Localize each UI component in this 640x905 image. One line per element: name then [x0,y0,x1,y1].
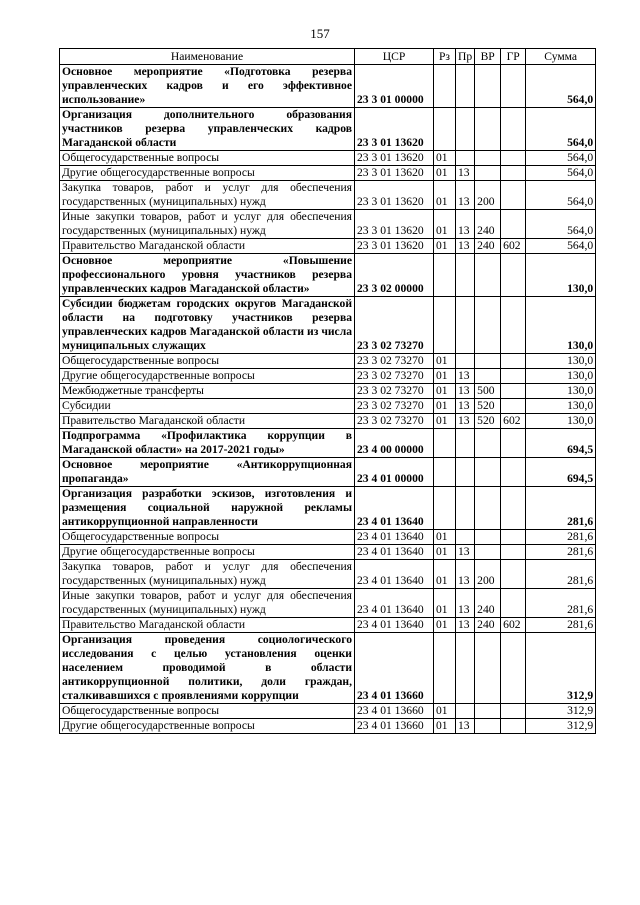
cell-gr [501,458,526,487]
table-row [60,297,596,354]
cell-pr: 13 [456,369,475,384]
table-row [60,458,596,487]
cell-rz: 01 [434,354,456,369]
cell-sum: 564,0 [526,151,596,166]
cell-rz: 01 [434,384,456,399]
cell-gr [501,530,526,545]
cell-sum: 694,5 [526,429,596,458]
cell-csr: 23 4 01 13660 [355,719,434,734]
cell-vr [475,719,501,734]
cell-vr: 240 [475,210,501,239]
table-row [60,414,596,429]
cell-pr: 13 [456,210,475,239]
cell-sum: 694,5 [526,458,596,487]
table-row [60,151,596,166]
cell-pr [456,254,475,297]
table-row [60,210,596,239]
cell-gr [501,108,526,151]
cell-pr [456,429,475,458]
cell-name: Закупка товаров, работ и услуг для обеспечения государственных (муниципальных) нужд [60,181,355,210]
table-row [60,487,596,530]
cell-pr: 13 [456,719,475,734]
cell-name: Основное мероприятие «Повышение профессионального уровня участников резерва управленческих кадров Магаданской области» [60,254,355,297]
cell-csr: 23 4 01 13640 [355,530,434,545]
cell-name: Организация разработки эскизов, изготовления и размещения социальной наружной рекламы антикоррупционной направленности [60,487,355,530]
cell-sum: 281,6 [526,545,596,560]
cell-vr: 500 [475,384,501,399]
cell-vr [475,487,501,530]
cell-sum: 130,0 [526,399,596,414]
table-row [60,181,596,210]
cell-pr: 13 [456,239,475,254]
cell-name: Субсидии бюджетам городских округов Магаданской области на подготовку участников резерва управленческих кадров Магаданской области из числа муниципальных служащих [60,297,355,354]
cell-vr: 520 [475,414,501,429]
cell-sum: 312,9 [526,633,596,704]
cell-csr: 23 3 01 13620 [355,210,434,239]
cell-csr: 23 3 02 00000 [355,254,434,297]
cell-sum: 281,6 [526,618,596,633]
cell-csr: 23 4 01 13640 [355,589,434,618]
cell-rz: 01 [434,151,456,166]
cell-pr: 13 [456,181,475,210]
cell-sum: 312,9 [526,719,596,734]
table-body [60,65,596,734]
header-sum: Сумма [526,49,596,65]
cell-name: Закупка товаров, работ и услуг для обеспечения государственных (муниципальных) нужд [60,560,355,589]
cell-csr: 23 3 01 13620 [355,166,434,181]
cell-csr: 23 3 01 13620 [355,239,434,254]
cell-sum: 130,0 [526,354,596,369]
cell-vr [475,545,501,560]
table-row [60,618,596,633]
cell-vr [475,166,501,181]
cell-gr [501,384,526,399]
cell-rz: 01 [434,166,456,181]
table-row [60,65,596,108]
cell-name: Иные закупки товаров, работ и услуг для обеспечения государственных (муниципальных) нужд [60,210,355,239]
cell-vr: 200 [475,560,501,589]
cell-gr [501,545,526,560]
cell-sum: 281,6 [526,560,596,589]
cell-rz [434,254,456,297]
cell-rz [434,429,456,458]
cell-gr [501,181,526,210]
cell-rz: 01 [434,414,456,429]
header-rz: Рз [434,49,456,65]
cell-csr: 23 3 02 73270 [355,414,434,429]
cell-csr: 23 4 01 13660 [355,633,434,704]
cell-gr [501,560,526,589]
cell-gr [501,151,526,166]
cell-sum: 564,0 [526,65,596,108]
cell-vr: 240 [475,239,501,254]
cell-pr: 13 [456,545,475,560]
cell-rz: 01 [434,589,456,618]
cell-csr: 23 4 01 13640 [355,560,434,589]
cell-name: Другие общегосударственные вопросы [60,369,355,384]
cell-vr: 240 [475,589,501,618]
cell-rz [434,65,456,108]
cell-pr: 13 [456,618,475,633]
table-row [60,354,596,369]
cell-pr [456,458,475,487]
cell-gr [501,65,526,108]
table-row [60,530,596,545]
cell-vr [475,151,501,166]
cell-name: Общегосударственные вопросы [60,354,355,369]
table-row [60,704,596,719]
page-number: 157 [310,26,330,41]
cell-name: Общегосударственные вопросы [60,530,355,545]
cell-pr [456,704,475,719]
cell-vr [475,108,501,151]
cell-vr: 200 [475,181,501,210]
cell-gr [501,633,526,704]
cell-vr [475,254,501,297]
table-row [60,239,596,254]
cell-rz: 01 [434,618,456,633]
cell-sum: 564,0 [526,239,596,254]
cell-rz [434,633,456,704]
cell-vr [475,369,501,384]
table-row [60,545,596,560]
cell-csr: 23 4 01 13640 [355,487,434,530]
cell-pr: 13 [456,414,475,429]
cell-sum: 281,6 [526,589,596,618]
cell-rz [434,297,456,354]
cell-name: Другие общегосударственные вопросы [60,166,355,181]
cell-csr: 23 4 01 13640 [355,618,434,633]
cell-sum: 564,0 [526,181,596,210]
cell-name: Организация проведения социологического исследования с целью установления оценки населением проводимой в области антикоррупционной политики, доли граждан, сталкивавшихся с проявлениями коррупции [60,633,355,704]
table-row [60,719,596,734]
cell-name: Межбюджетные трансферты [60,384,355,399]
cell-gr [501,429,526,458]
table-row [60,589,596,618]
cell-rz: 01 [434,369,456,384]
table-row [60,369,596,384]
cell-rz [434,458,456,487]
cell-name: Общегосударственные вопросы [60,151,355,166]
cell-pr [456,530,475,545]
table-row [60,254,596,297]
cell-csr: 23 3 02 73270 [355,384,434,399]
cell-rz: 01 [434,704,456,719]
cell-pr [456,65,475,108]
cell-pr: 13 [456,384,475,399]
cell-sum: 564,0 [526,108,596,151]
cell-rz: 01 [434,210,456,239]
cell-name: Другие общегосударственные вопросы [60,719,355,734]
budget-table [59,48,596,734]
cell-vr [475,429,501,458]
table-row [60,633,596,704]
cell-csr: 23 3 02 73270 [355,354,434,369]
header-pr: Пр [456,49,475,65]
cell-gr [501,354,526,369]
cell-name: Общегосударственные вопросы [60,704,355,719]
cell-gr [501,297,526,354]
cell-csr: 23 4 00 00000 [355,429,434,458]
cell-rz [434,487,456,530]
cell-rz: 01 [434,560,456,589]
cell-sum: 130,0 [526,384,596,399]
cell-sum: 312,9 [526,704,596,719]
header-vr: ВР [475,49,501,65]
cell-gr: 602 [501,618,526,633]
cell-sum: 130,0 [526,369,596,384]
cell-csr: 23 4 01 13660 [355,704,434,719]
cell-vr [475,530,501,545]
cell-csr: 23 3 01 13620 [355,151,434,166]
cell-pr: 13 [456,589,475,618]
cell-sum: 281,6 [526,530,596,545]
cell-sum: 564,0 [526,210,596,239]
cell-name: Основное мероприятие «Подготовка резерва управленческих кадров и его эффективное использование» [60,65,355,108]
cell-pr [456,151,475,166]
cell-gr [501,399,526,414]
cell-gr: 602 [501,239,526,254]
cell-name: Субсидии [60,399,355,414]
cell-pr [456,633,475,704]
cell-pr [456,354,475,369]
cell-gr [501,254,526,297]
cell-rz: 01 [434,719,456,734]
cell-pr [456,487,475,530]
header-gr: ГР [501,49,526,65]
cell-gr [501,210,526,239]
cell-gr [501,166,526,181]
cell-name: Подпрограмма «Профилактика коррупции в Магаданской области» на 2017-2021 годы» [60,429,355,458]
cell-csr: 23 4 01 13640 [355,545,434,560]
cell-sum: 281,6 [526,487,596,530]
cell-rz [434,108,456,151]
cell-name: Правительство Магаданской области [60,414,355,429]
cell-vr: 240 [475,618,501,633]
cell-sum: 130,0 [526,414,596,429]
table-header-row [60,49,596,65]
header-name: Наименование [60,49,355,65]
cell-csr: 23 3 01 13620 [355,108,434,151]
table-row [60,384,596,399]
cell-sum: 130,0 [526,297,596,354]
cell-name: Правительство Магаданской области [60,239,355,254]
cell-rz: 01 [434,399,456,414]
table-row [60,429,596,458]
cell-gr: 602 [501,414,526,429]
cell-vr [475,65,501,108]
cell-vr [475,633,501,704]
cell-vr [475,458,501,487]
cell-gr [501,719,526,734]
cell-pr: 13 [456,399,475,414]
cell-pr [456,297,475,354]
cell-rz: 01 [434,239,456,254]
cell-csr: 23 3 02 73270 [355,369,434,384]
cell-csr: 23 3 01 00000 [355,65,434,108]
cell-csr: 23 3 02 73270 [355,399,434,414]
cell-pr [456,108,475,151]
cell-gr [501,704,526,719]
cell-pr: 13 [456,560,475,589]
cell-rz: 01 [434,545,456,560]
header-csr: ЦСР [355,49,434,65]
table-row [60,166,596,181]
cell-gr [501,589,526,618]
cell-name: Основное мероприятие «Антикоррупционная пропаганда» [60,458,355,487]
cell-sum: 130,0 [526,254,596,297]
cell-rz: 01 [434,181,456,210]
cell-gr [501,369,526,384]
cell-rz: 01 [434,530,456,545]
cell-name: Организация дополнительного образования участников резерва управленческих кадров Магаданской области [60,108,355,151]
cell-csr: 23 4 01 00000 [355,458,434,487]
cell-name: Правительство Магаданской области [60,618,355,633]
cell-vr [475,297,501,354]
cell-name: Иные закупки товаров, работ и услуг для обеспечения государственных (муниципальных) нужд [60,589,355,618]
cell-gr [501,487,526,530]
cell-pr: 13 [456,166,475,181]
cell-vr [475,354,501,369]
cell-vr: 520 [475,399,501,414]
cell-name: Другие общегосударственные вопросы [60,545,355,560]
table-row [60,108,596,151]
cell-sum: 564,0 [526,166,596,181]
cell-csr: 23 3 02 73270 [355,297,434,354]
table-row [60,560,596,589]
table-row [60,399,596,414]
cell-csr: 23 3 01 13620 [355,181,434,210]
cell-vr [475,704,501,719]
